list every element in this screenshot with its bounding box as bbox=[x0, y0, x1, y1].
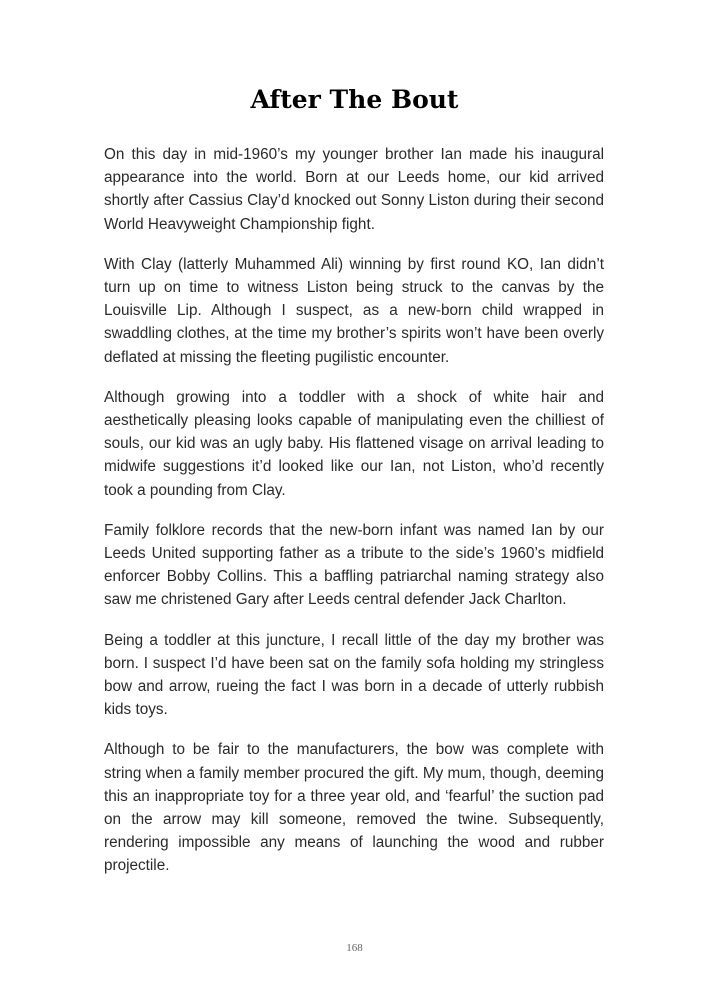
chapter-body bbox=[104, 143, 604, 895]
chapter-title: After The Bout bbox=[250, 85, 459, 114]
paragraph: Family folklore records that the new-born infant was named Ian by our Leeds United supporting father as a tribute to the side’s 1960’s midfield enforcer Bobby Collins. This a baffling patriarchal naming strategy also saw me christened Gary after Leeds central defender Jack Charlton. bbox=[104, 521, 604, 609]
paragraph: On this day in mid-1960’s my younger brother Ian made his inaugural appearance into the world. Born at our Leeds home, our kid arrived shortly after Cassius Clay’d knocked out Sonny Liston during their second World Heavyweight Championship fight. bbox=[104, 146, 604, 233]
paragraph: Although growing into a toddler with a shock of white hair and aesthetically pleasing looks capable of manipulating even the chilliest of souls, our kid was an ugly baby. His flattened visage on arrival leading to midwife suggestions it’d looked like our Ian, not Liston, who’d recently took a pounding from Clay. bbox=[104, 388, 604, 499]
paragraph: Although to be fair to the manufacturers, the bow was complete with string when a family member procured the gift. My mum, though, deeming this an inappropriate toy for a three year old, and ‘fearful’ the suction pad on the arrow may kill someone, removed the twine. Subsequently, rendering impossible any means of launching the wood and rubber projectile. bbox=[104, 741, 604, 875]
paragraph: With Clay (latterly Muhammed Ali) winning by first round KO, Ian didn’t turn up on time to witness Liston being struck to the canvas by the Louisville Lip. Although I suspect, as a new-born child wrapped in swaddling clothes, at the time my brother’s spirits won’t have been overly deflated at missing the fleeting pugilistic encounter. bbox=[104, 255, 604, 366]
paragraph: Being a toddler at this juncture, I recall little of the day my brother was born. I suspect I’d have been sat on the family sofa holding my stringless bow and arrow, rueing the fact I was born in a decade of utterly rubbish kids toys. bbox=[104, 631, 604, 719]
page-number: 168 bbox=[346, 942, 363, 954]
